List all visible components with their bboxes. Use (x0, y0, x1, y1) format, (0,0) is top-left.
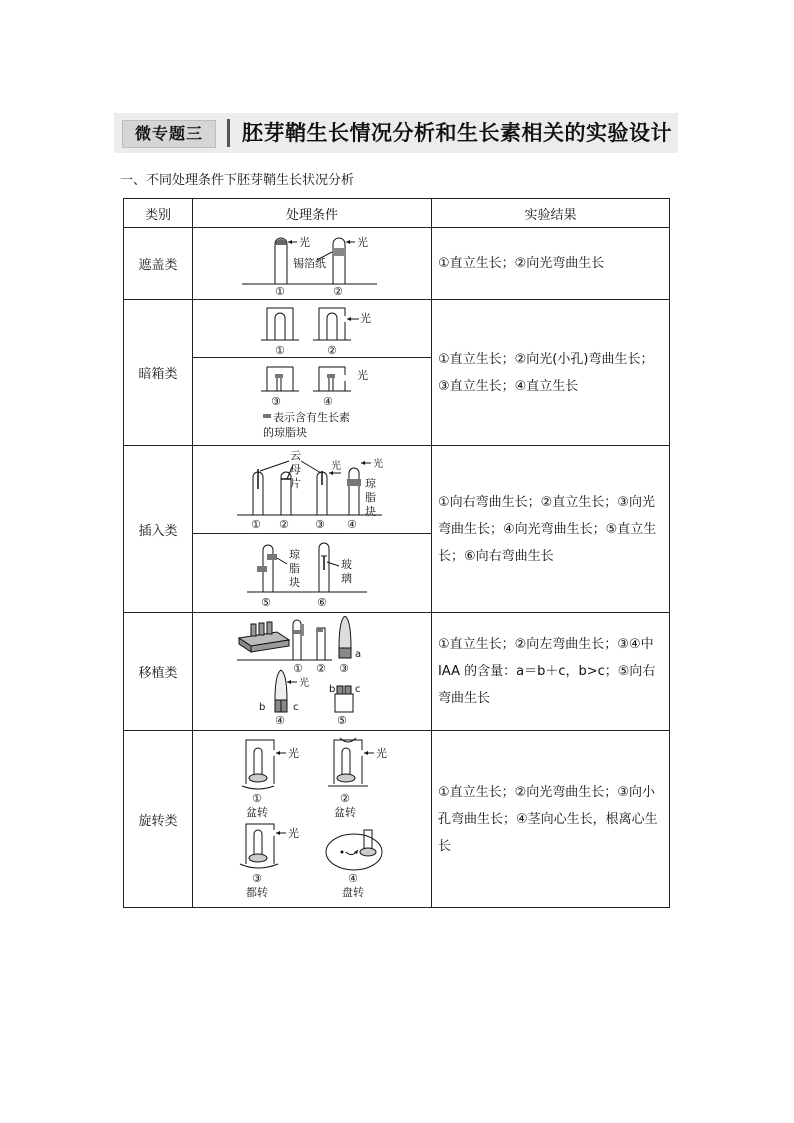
legend-text: 表示含有生长素 (273, 410, 350, 424)
col-header-category: 类别 (124, 199, 193, 228)
result-cell: ①直立生长；②向光弯曲生长 (432, 228, 670, 300)
dark-box-diagram-bottom (247, 361, 377, 443)
light-label: 光 (288, 747, 299, 760)
condition-figure-cell (193, 228, 432, 300)
light-label: 光 (373, 458, 383, 470)
figure-number: ⑥ (317, 596, 327, 609)
light-label: 光 (331, 460, 341, 472)
condition-figure-cell (193, 358, 432, 446)
result-cell: ①直立生长；②向左弯曲生长；③④中 IAA 的含量：a＝b＋c，b>c；⑤向右弯曲生长 (432, 613, 670, 731)
figure-number: ③ (271, 394, 281, 408)
mica-label: 云 (290, 448, 301, 462)
page-title: 胚芽鞘生长情况分析和生长素相关的实验设计 (242, 121, 672, 145)
figure-number: ② (316, 661, 326, 675)
col-header-result: 实验结果 (432, 199, 670, 228)
header-divider (227, 119, 230, 147)
rotation-label: 盆转 (246, 806, 268, 819)
transplant-diagram (237, 616, 387, 728)
rotation-label: 都转 (246, 886, 268, 899)
foil-label: 锡箔纸 (293, 256, 326, 270)
covering-diagram (237, 232, 387, 296)
figure-number: ④ (348, 872, 358, 885)
figure-number: ③ (252, 872, 262, 885)
figure-number: ④ (275, 713, 285, 727)
figure-number: ① (251, 517, 261, 531)
figure-number: ① (252, 792, 262, 805)
figure-number: ② (340, 792, 350, 805)
rotation-diagram (232, 734, 392, 904)
light-label: 光 (376, 747, 387, 760)
point-label: a (355, 648, 362, 660)
light-label: 光 (357, 368, 368, 382)
mica-label: 母 (290, 462, 301, 476)
figure-number: ① (293, 661, 303, 675)
point-label: b (259, 701, 266, 713)
agar-label: 块 (365, 504, 376, 518)
light-label: 光 (299, 677, 309, 689)
light-label: 光 (360, 311, 371, 325)
table-row (124, 613, 670, 731)
condition-figure-cell (193, 300, 432, 358)
dark-box-diagram-top (247, 302, 377, 356)
agar-label: 琼 (289, 548, 300, 561)
topic-badge: 微专题三 (122, 120, 216, 148)
figure-number: ④ (347, 517, 357, 531)
figure-number: ④ (323, 394, 333, 408)
condition-figure-cell (193, 446, 432, 534)
light-label: 光 (299, 235, 310, 249)
figure-number: ③ (315, 517, 325, 531)
point-label: c (293, 701, 299, 713)
agar-label: 脂 (365, 490, 376, 504)
legend-text: 的琼脂块 (263, 425, 307, 439)
result-cell: ①直立生长；②向光(小孔)弯曲生长；③直立生长；④直立生长 (432, 300, 670, 446)
insertion-diagram-top (237, 449, 387, 531)
figure-number: ② (333, 284, 343, 296)
agar-label: 脂 (289, 562, 300, 575)
point-label: b (329, 683, 336, 695)
condition-figure-cell (193, 613, 432, 731)
result-cell: ①向右弯曲生长；②直立生长；③向光弯曲生长；④向光弯曲生长；⑤直立生长；⑥向右弯曲生长 (432, 446, 670, 613)
agar-label: 块 (289, 576, 300, 589)
rotation-label: 盘转 (342, 886, 364, 899)
figure-number: ⑤ (337, 713, 347, 727)
figure-number: ② (279, 517, 289, 531)
result-cell: ①直立生长；②向光弯曲生长；③向小孔弯曲生长；④茎向心生长，根离心生长 (432, 731, 670, 908)
col-header-condition: 处理条件 (193, 199, 432, 228)
table-row (124, 731, 670, 908)
point-label: c (355, 683, 361, 695)
category-cell: 遮盖类 (124, 228, 193, 300)
agar-label: 琼 (365, 476, 376, 490)
category-cell: 暗箱类 (124, 300, 193, 446)
condition-figure-cell (193, 731, 432, 908)
figure-number: ⑤ (261, 596, 271, 609)
analysis-table (123, 198, 670, 908)
insertion-diagram-bottom (247, 536, 377, 610)
category-cell: 移植类 (124, 613, 193, 731)
figure-number: ① (275, 343, 285, 356)
rotation-label: 盆转 (334, 806, 356, 819)
table-row (124, 300, 670, 358)
light-label: 光 (288, 827, 299, 840)
category-cell: 插入类 (124, 446, 193, 613)
category-cell: 旋转类 (124, 731, 193, 908)
table-row (124, 228, 670, 300)
figure-number: ① (275, 284, 285, 296)
figure-number: ③ (339, 661, 349, 675)
table-header-row (124, 199, 670, 228)
glass-label: 璃 (341, 572, 352, 585)
table-row (124, 446, 670, 534)
mica-label: 片 (290, 476, 301, 490)
glass-label: 玻 (341, 558, 352, 571)
figure-number: ② (327, 343, 337, 356)
condition-figure-cell (193, 534, 432, 613)
light-label: 光 (357, 235, 368, 249)
topic-header (114, 113, 678, 153)
section-heading: 一、不同处理条件下胚芽鞘生长状况分析 (120, 173, 355, 188)
